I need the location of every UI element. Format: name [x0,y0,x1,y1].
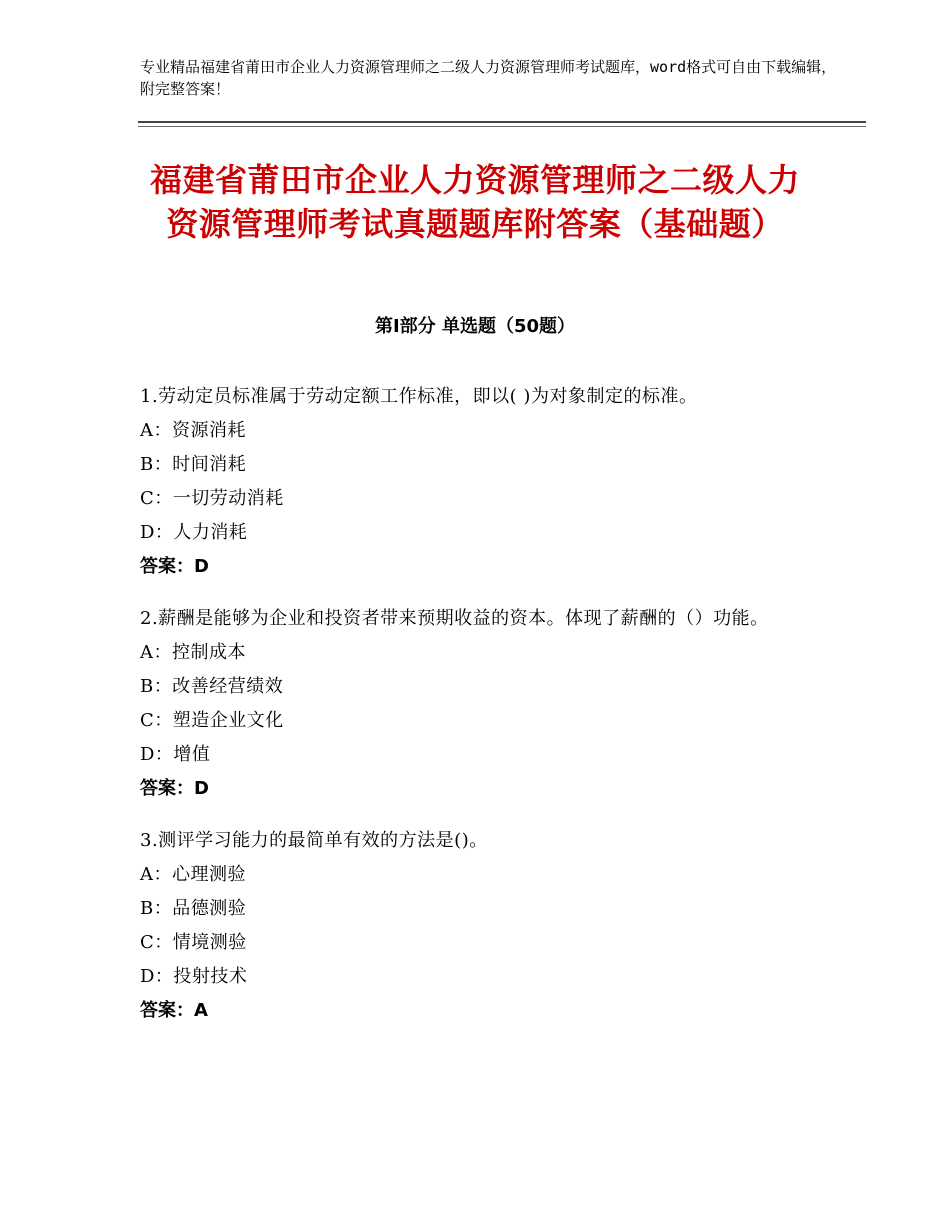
question-text: 2.薪酬是能够为企业和投资者带来预期收益的资本。体现了薪酬的（）功能。 [140,608,769,629]
answer: 答案：D [140,778,209,799]
option-a: A：资源消耗 [140,420,246,441]
header-rule-thick [138,121,866,123]
answer: 答案：A [140,1000,208,1021]
option-b: B：时间消耗 [140,454,247,475]
question-text: 3.测评学习能力的最简单有效的方法是()。 [140,830,488,851]
question-text: 1.劳动定员标准属于劳动定额工作标准，即以( )为对象制定的标准。 [140,386,698,407]
question-1 [140,380,820,584]
document-title: 福建省莆田市企业人力资源管理师之二级人力资源管理师考试真题题库附答案（基础题） [149,161,800,243]
question-3 [140,824,820,1028]
question-list [140,380,820,1046]
option-d: D：投射技术 [140,966,248,987]
option-a: A：控制成本 [140,642,246,663]
answer: 答案：D [140,556,209,577]
option-b: B：改善经营绩效 [140,676,284,697]
option-a: A：心理测验 [140,864,246,885]
option-c: C：情境测验 [140,932,247,953]
question-2 [140,602,820,806]
option-d: D：增值 [140,744,211,765]
section-heading: 第Ⅰ部分 单选题（50题） [374,316,575,337]
option-d: D：人力消耗 [140,522,248,543]
option-c: C：一切劳动消耗 [140,488,284,509]
option-c: C：塑造企业文化 [140,710,284,731]
header-rule-thin [138,126,866,127]
option-b: B：品德测验 [140,898,247,919]
header-note: 专业精品福建省莆田市企业人力资源管理师之二级人力资源管理师考试题库，word格式可自由下载编辑，附完整答案！ [140,58,837,98]
